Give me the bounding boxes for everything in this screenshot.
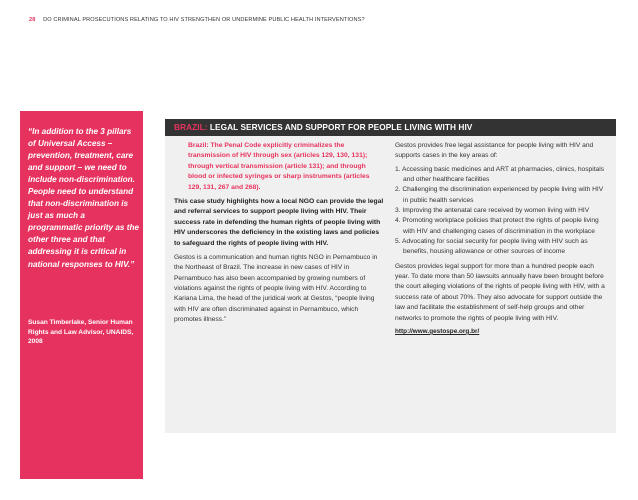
quote-sidebar [20, 111, 143, 479]
legal-support-results: Gestos provides legal support for more than a hundred people each year. To date more than 50 lawsuits annually have been brought before the court alleging violations of the rights of people living with HIV, with a success rate of about 70%. They also advocate for support outside the law and facilitate the establishment of self-help groups and other networks to promote the rights of people living with HIV. [395, 262, 605, 322]
gestos-website-link[interactable]: http://www.gestospe.org.br/ [395, 327, 480, 335]
gestos-description: Gestos is a communication and human rights NGO in Pernambuco in the Northeast of Brazil. The increase in new cases of HIV in Pernambuco has also been accompanied by growing numbers of violations against the rights of people living with HIV. According to Kariana Lima, the head of the juridical work at Gestos, “people living with HIV are often discriminated against in Pernambuco, which promotes illness.” [174, 254, 378, 324]
list-item: 5. Advocating for social security for people living with HIV such as benefits, housing allowance or other sources of income [395, 238, 588, 256]
right-column [395, 141, 608, 335]
list-item: 2. Challenging the discrimination experienced by people living with HIV in public health services [395, 186, 604, 204]
penal-code-callout: Brazil: The Penal Code explicitly criminalizes the transmission of HIV through sex (articles 129, 130, 131); through vertical transmission (article 131); and through blood or infected syringes or sharp instruments (articles 129, 131, 267 and 268). [188, 142, 370, 191]
page-number: 28 [29, 17, 36, 23]
key-areas-list [395, 165, 608, 258]
case-study-title [174, 122, 472, 132]
case-study-intro: This case study highlights how a local NGO can provide the legal and referral services to support people living with HIV. Their success rate in defending the human rights of people living with HIV underscores the deficiency in the existing laws and policies to safeguard the rights of people living with HIV. [174, 198, 384, 247]
quote-attribution: Susan Timberlake, Senior Human Rights and Law Advisor, UNAIDS, 2008 [28, 319, 134, 346]
pull-quote: “In addition to the 3 pillars of Universal Access – prevention, treatment, care and support – we need to include non-discrimination. People need to understand that non-discrimination is just as much a programmatic priority as the other three and that addressing it is critical in national responses to HIV.” [28, 127, 140, 269]
case-study-box [165, 119, 616, 433]
legal-assistance-intro: Gestos provides free legal assistance for people living with HIV and supports cases in the key areas of: [395, 142, 594, 160]
page-header [29, 17, 365, 23]
running-title: DO CRIMINAL PROSECUTIONS RELATING TO HIV STRENGTHEN OR UNDERMINE PUBLIC HEALTH INTERVENTIONS? [43, 17, 365, 23]
list-item: 4. Promoting workplace policies that protect the rights of people living with HIV and challenging cases of discrimination in the workplace [395, 217, 599, 235]
left-column [174, 141, 384, 325]
case-study-header [165, 119, 616, 136]
case-study-title-text: LEGAL SERVICES AND SUPPORT FOR PEOPLE LIVING WITH HIV [207, 122, 473, 132]
list-item: 3. Improving the antenatal care received by women living with HIV [395, 207, 590, 215]
list-item: 1. Accessing basic medicines and ART at pharmacies, clinics, hospitals and other healthcare facilities [395, 165, 605, 184]
case-study-title-prefix: BRAZIL: [174, 122, 208, 132]
